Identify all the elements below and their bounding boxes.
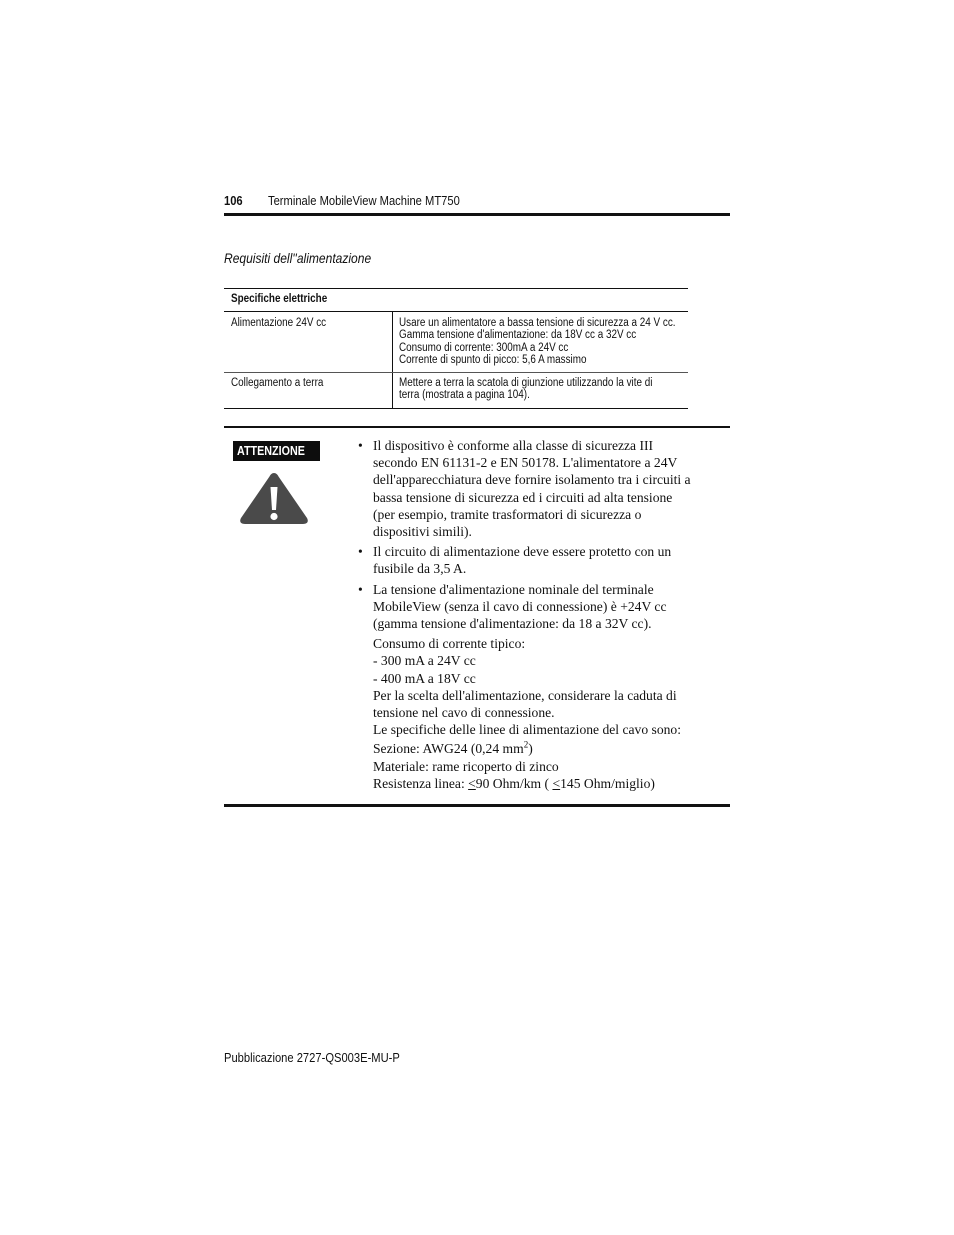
table-cell-line: Corrente di spunto di picco: 5,6 A massimo — [399, 353, 587, 366]
bullet-line: bassa tensione di sicurezza ed i circuiti ad alta tensione — [373, 489, 673, 505]
table-row-rule — [224, 372, 688, 373]
bullet-marker: • — [358, 544, 363, 560]
bullet-line: MobileView (senza il cavo di connessione) è +24V cc — [373, 598, 667, 614]
table-cell-line: Usare un alimentatore a bassa tensione di sicurezza a 24 V cc. — [399, 317, 676, 329]
table-row-label: Collegamento a terra — [231, 377, 324, 389]
list-item — [358, 581, 730, 633]
cable-section-text: Sezione: AWG24 (0,24 mm — [373, 741, 524, 757]
table-row-label: Alimentazione 24V cc — [231, 317, 327, 329]
detail-line: Consumo di corrente tipico: — [373, 636, 526, 652]
bullet-line: (gamma tensione d'alimentazione: da 18 a 32V cc). — [373, 616, 652, 632]
header-rule — [224, 213, 730, 216]
table-row-value — [399, 317, 676, 366]
table-cell-line: Gamma tensione d'alimentazione: da 18V cc a 32V cc — [399, 329, 637, 342]
table-cell-line: Mettere a terra la scatola di giunzione utilizzando la vite di — [399, 377, 653, 389]
detail-line: tensione nel cavo di connessione. — [373, 705, 555, 721]
less-equal-symbol: < — [552, 775, 561, 791]
cable-material-line: Materiale: rame ricoperto di zinco — [373, 758, 559, 774]
bullet-line: Il circuito di alimentazione deve essere protetto con un — [373, 544, 672, 560]
resistance-mile: 145 Ohm/miglio) — [560, 775, 655, 791]
detail-line: - 400 mA a 18V cc — [373, 670, 476, 686]
table-bottom-rule — [224, 408, 688, 409]
resistance-km: 90 Ohm/km ( — [475, 775, 553, 791]
less-equal-symbol: < — [468, 775, 476, 791]
bullet-line: La tensione d'alimentazione nominale del terminale — [373, 581, 654, 597]
resistance-prefix: Resistenza linea: — [373, 775, 469, 791]
list-item — [358, 543, 730, 577]
table-header: Specifiche elettriche — [231, 293, 328, 305]
table-cell-line: Consumo di corrente: 300mA a 24V cc — [399, 341, 569, 354]
bullet-marker: • — [358, 438, 363, 453]
attention-details — [358, 635, 730, 792]
attention-label: ATTENZIONE — [237, 444, 305, 458]
list-item — [358, 437, 730, 540]
page-number: 106 — [224, 193, 243, 208]
table-header-rule — [224, 311, 688, 312]
bullet-line: fusibile da 3,5 A. — [373, 561, 467, 577]
table-cell-line: terra (mostrata a pagina 104). — [399, 389, 530, 402]
attention-top-rule — [224, 426, 730, 428]
bullet-line: dispositivi simili). — [373, 524, 472, 540]
bullet-marker: • — [358, 581, 363, 597]
bullet-line: (per esempio, tramite trasformatori di sicurezza o — [373, 506, 642, 522]
line-resistance-line — [373, 775, 730, 792]
detail-line: - 300 mA a 24V cc — [373, 653, 476, 669]
table-top-rule — [224, 288, 688, 289]
detail-line: Le specifiche delle linee di alimentazione del cavo sono: — [373, 722, 681, 738]
running-header-title: Terminale MobileView Machine MT750 — [268, 193, 460, 208]
cable-section-line — [373, 740, 730, 757]
section-title: Requisiti dell''alimentazione — [224, 250, 372, 266]
detail-line: Per la scelta dell'alimentazione, considerare la caduta di — [373, 687, 677, 703]
cable-section-close: ) — [528, 741, 533, 757]
attention-body — [358, 437, 730, 792]
superscript-2: 2 — [523, 739, 529, 750]
attention-bottom-rule — [224, 804, 730, 807]
bullet-line: dell'apparecchiatura deve fornire isolamento tra i circuiti a — [373, 472, 691, 488]
attention-badge — [233, 441, 320, 461]
table-row-value — [399, 377, 652, 402]
bullet-line: Il dispositivo è conforme alla classe di sicurezza III — [373, 438, 654, 453]
publication-footer: Pubblicazione 2727-QS003E-MU-P — [224, 1050, 400, 1065]
table-column-divider — [392, 311, 393, 408]
bullet-line: secondo EN 61131-2 e EN 50178. L'alimentatore a 24V — [373, 455, 678, 471]
warning-exclamation-triangle-icon — [238, 470, 310, 526]
